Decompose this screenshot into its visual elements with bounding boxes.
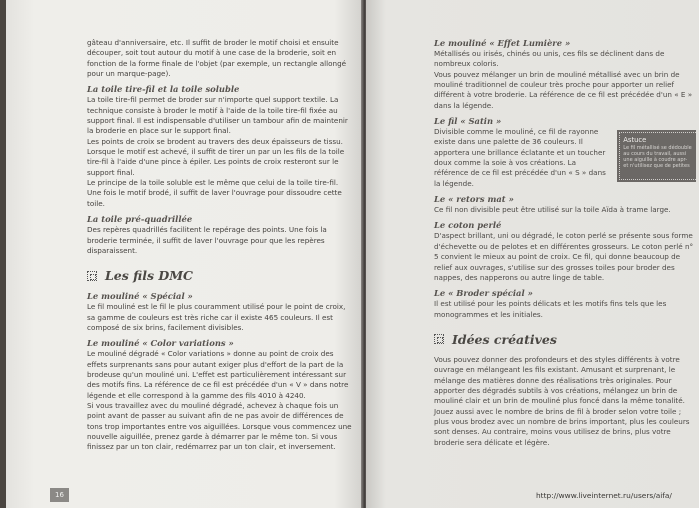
paragraph-mouline-special: Le fil mouliné est le fil le plus couramment utilisé pour le point de croix, sa gamme de couleurs est très riche car il existe 465 couleurs. Il est composé de six brins, facilement divisibles.: [87, 302, 346, 332]
paragraph-coton-perle: D'aspect brillant, uni ou dégradé, le coton perlé se présente sous forme d'échevette ou de pelotes et en différentes grosseurs. Le coton perlé n° 5 convient le mieux au point de croix. Ce fil, qui donne beaucoup de relief aux ouvrages, s'utilise sur des grosses toiles pour broder des nappes, des napperons ou autre linge de table.: [434, 231, 694, 282]
paragraph-effet-lumiere-2: Vous pouvez mélanger un brin de mouliné métallisé avec un brin de mouliné traditionnel de couleur très proche pour apporter un relief différent à votre broderie. La référence de ce fil est précédée d'un « E » dans la légende.: [434, 69, 693, 110]
heading-coton-perle: Le coton perlé: [434, 220, 502, 231]
paragraph-color-variations-2: Si vous travaillez avec du mouliné dégradé, achevez à chaque fois un point avant de passer au suivant afin de ne pas avoir de différences de tons trop importantes entre vos aiguillées. Lorsque vous commencez une nouvelle aiguillée, prenez garde à démarrer par le même ton. Si vous finissez par un ton clair, redémarrez par un ton clair, et inversement.: [87, 400, 352, 452]
paragraph-intro: gâteau d'anniversaire, etc. Il suffit de broder le motif choisi et ensuite découper, soit tout autour du motif à une case de la broderie, soit en fonction de la forme finale de l'objet (par exemple, un rectangle allongé pour un marque-page).: [87, 38, 347, 79]
paragraph-effet-lumiere: Métallisés ou irisés, chinés ou unis, ces fils se déclinent dans de nombreux coloris.: [434, 49, 665, 69]
right-page-column: [434, 38, 696, 448]
paragraph-fil-satin: Divisible comme le mouliné, ce fil de rayonne existe dans une palette de 36 couleurs. Il apportera une brillance éclatante et un toucher doux comme la soie à vos créations. La référence de ce fil est précédée d'un « S » dans la légende.: [434, 127, 606, 188]
section-title-idees-creatives: Idées créatives: [452, 331, 557, 347]
section-title-fils-dmc: Les fils DMC: [105, 268, 193, 284]
heading-mouline-special: Le mouliné « Spécial »: [87, 291, 193, 302]
heading-broder-special: Le « Broder spécial »: [434, 288, 533, 299]
section-header-fils-dmc: [87, 268, 352, 283]
paragraph-idees-creatives: Vous pouvez donner des profondeurs et des styles différents à votre ouvrage en mélangeant les fils existant. Amusant et surprenant, le mélange des matières donne des réalisations très originales. Pour apporter des dégradés subtils à vos créations, mélangez un brin de mouliné clair et un brin de mouliné plus foncé dans la même tonalité.: [434, 354, 685, 406]
page-number: 16: [50, 488, 69, 502]
paragraph-quadrillee: Des repères quadrillés facilitent le repérage des points. Une fois la broderie terminée, il suffit de laver l'ouvrage pour que les repères disparaissent.: [87, 225, 327, 255]
astuce-line: une aiguille à coudre apr-: [623, 157, 688, 164]
heading-toile-tire-fil: La toile tire-fil et la toile soluble: [87, 84, 240, 95]
dotted-square-icon: [434, 334, 444, 344]
astuce-box: [617, 130, 696, 182]
heading-retors-mat: Le « retors mat »: [434, 194, 514, 205]
left-page: [6, 0, 363, 508]
section-header-idees-creatives: [434, 332, 696, 347]
heading-effet-lumiere: Le mouliné « Effet Lumière »: [434, 38, 571, 48]
astuce-title: Astuce: [623, 136, 647, 145]
satin-row: [434, 127, 696, 189]
heading-toile-pre-quadrillee: La toile pré-quadrillée: [87, 214, 193, 225]
paragraph-idees-creatives-2: Jouez aussi avec le nombre de brins de fil à broder selon votre toile ; plus vous brodez avec un nombre de brins important, plus les couleurs sont denses. Au contraire, moins vous utilisez de brins, plus votre broderie sera délicate et légère.: [434, 406, 690, 447]
paragraph-soluble: Le principe de la toile soluble est le même que celui de la toile tire-fil. Une fois le motif brodé, il suffit de laver l'ouvrage pour dissoudre cette toile.: [87, 178, 342, 208]
astuce-line: Le fil métallisé se dédouble: [623, 145, 692, 152]
heading-fil-satin: Le fil « Satin »: [434, 116, 502, 127]
dotted-square-icon: [87, 271, 97, 281]
astuce-line: au cours du travail, aussi: [623, 151, 687, 158]
left-page-column: [87, 38, 352, 453]
astuce-line: et n'utilisez que de petites: [623, 163, 690, 170]
paragraph-color-variations: Le mouliné dégradé « Color variations » donne au point de croix des effets surprenants sans pour autant exiger plus d'effort de la part de la brodeuse qu'un mouliné uni. L'effet est particulièrement intéressant sur des motifs fins. La référence de ce fil est précédée d'un « V » dans notre légende et elle correspond à la gamme des fils 4010 à 4240.: [87, 349, 349, 400]
paragraph-broder-special: Il est utilisé pour les points délicats et les motifs fins tels que les monogrammes et les initiales.: [434, 299, 667, 319]
paragraph-tire-fil-2: Les points de croix se brodent au travers des deux épaisseurs de tissu. Lorsque le motif est achevé, il suffit de tirer un par un les fils de la toile tire-fil à l'aide d'une pince à épiler. Les points de croix resteront sur le support final.: [87, 136, 345, 177]
right-page: [366, 0, 699, 508]
heading-color-variations: Le mouliné « Color variations »: [87, 338, 234, 349]
paragraph-retors-mat: Ce fil non divisible peut être utilisé sur la toile Aïda à trame large.: [434, 205, 671, 215]
paragraph-tire-fil-1: La toile tire-fil permet de broder sur n'importe quel support textile. La technique consiste à broder le motif à l'aide de la toile tire-fil fixée au support final. Il est indispensable d'utiliser un tambour afin de maintenir la broderie en place sur le support final.: [87, 95, 348, 136]
watermark-url: http://www.liveinternet.ru/users/aifa/: [536, 491, 672, 500]
